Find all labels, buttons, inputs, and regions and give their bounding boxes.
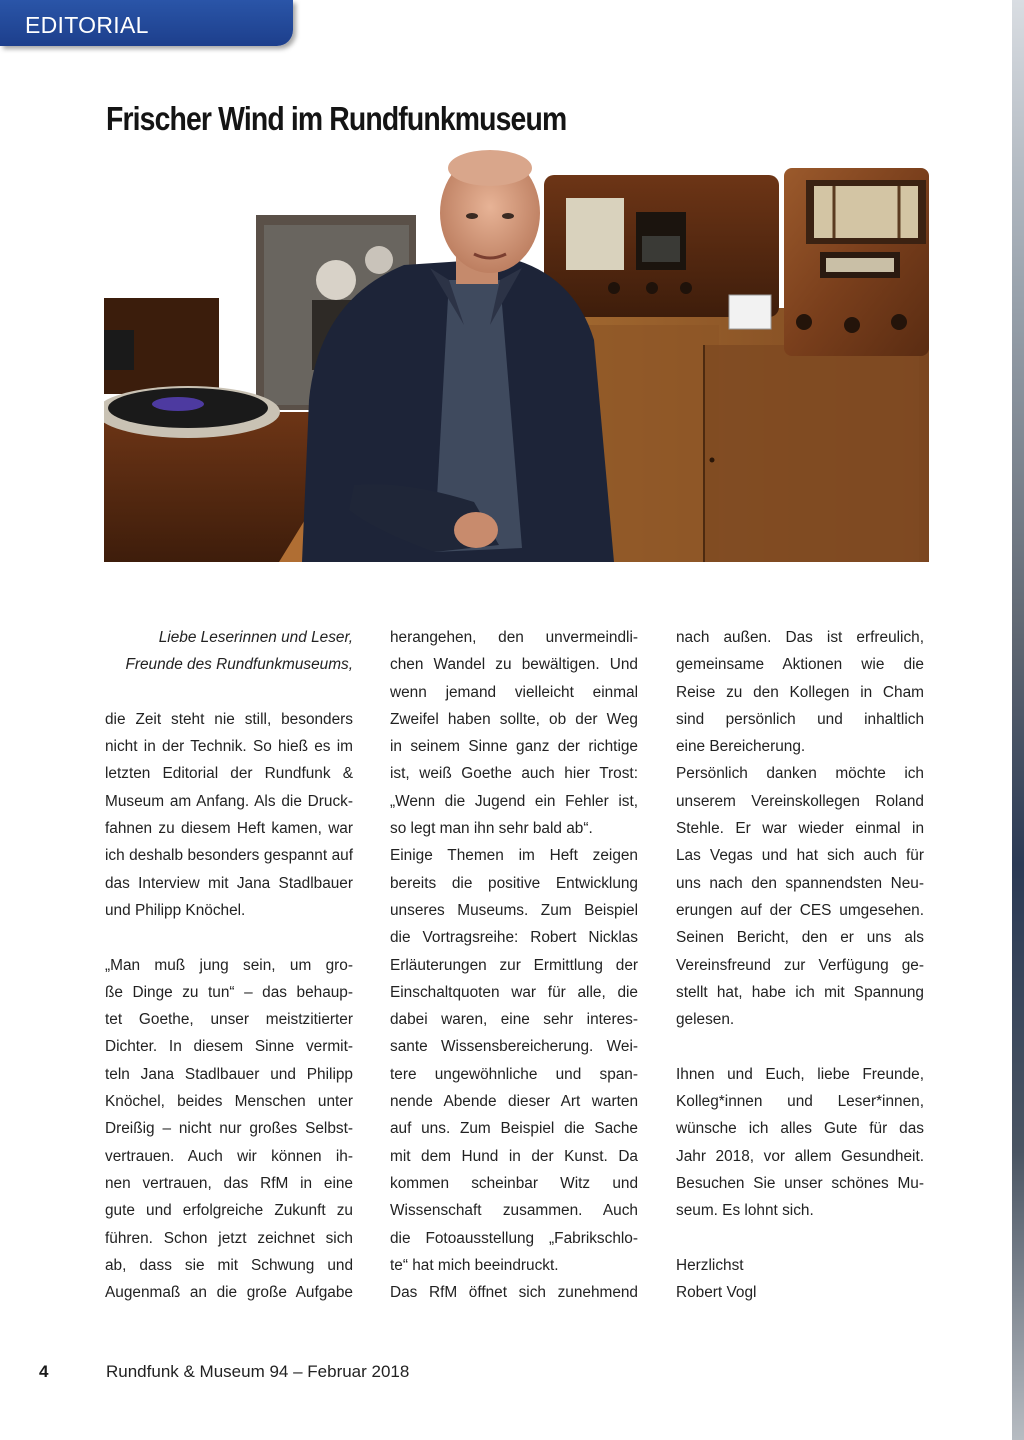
text-line: ab, dass sie mit Schwung und [105,1256,353,1274]
text-line: nen vertrauen, das RfM in eine [105,1174,353,1192]
paragraph [390,842,638,1279]
text-line: „Man muß jung sein, um gro- [105,956,353,974]
paragraph [390,1279,638,1306]
text-line: führen. Schon jetzt zeichnet sich [105,1229,353,1247]
text-line: Seinen Bericht, den er uns als [676,929,924,947]
text-line: letzten Editorial der Rundfunk & [105,765,353,783]
page-edge-strip [1012,0,1024,1440]
text-line: Zweifel haben sollte, ob der Weg [390,710,638,728]
text-line: herangehen, den unvermeindli- [390,629,638,646]
text-line: Persönlich danken möchte ich [676,765,924,783]
text-line: stellt hat, habe ich mit Spannung [676,983,924,1001]
section-tab [0,0,293,46]
text-line: kommen scheinbar Witz und [390,1174,638,1192]
radio-center [544,175,779,329]
text-line: eine Bereicherung. [676,738,806,756]
text-line: Dichter. In diesem Sinne vermit- [105,1038,353,1056]
salutation-line: Freunde des Rundfunkmuseums, [125,656,353,674]
text-line: Erläuterungen zur Ermittlung der [390,956,638,974]
text-line: seum. Es lohnt sich. [676,1202,814,1220]
text-line: und Philipp Knöchel. [105,901,246,919]
text-line: wenn jemand vielleicht einmal [390,683,638,701]
paragraph [676,1061,924,1225]
text-line: sind persönlich und inhaltlich [676,710,924,728]
text-line: unseres Museums. Zum Beispiel [390,901,638,919]
text-line: wünsche ich alles Gute für das [676,1120,924,1138]
column-2 [390,624,638,1306]
article-title: Frischer Wind im Rundfunkmuseum [106,100,567,137]
text-line: Las Vegas und hat sich auch für [676,847,924,865]
text-line: nach außen. Das ist erfreulich, [676,629,924,646]
text-line: Das RfM öffnet sich zunehmend [390,1284,638,1302]
article-photo [104,150,929,562]
paragraph [676,624,924,760]
section-label: EDITORIAL [25,12,149,38]
text-line: dabei waren, eine sehr interes- [390,1011,638,1029]
text-line: uns nach den spannendsten Neu- [676,874,924,892]
text-line: ist, weiß Goethe auch hier Trost: [390,765,638,783]
paragraph [105,952,353,1307]
text-line: mit dem Hund in der Kunst. Da [390,1147,638,1165]
text-line: te“ hat mich beeindruckt. [390,1256,559,1274]
text-line: nende Abende dieser Art warten [390,1093,638,1111]
paragraph [105,706,353,924]
signature: Robert Vogl [676,1284,757,1302]
text-line: bereits die positive Entwicklung [390,874,638,892]
text-line: unserem Vereinskollegen Roland [676,792,924,810]
text-line: Besuchen Sie unser schönes Mu- [676,1174,924,1192]
salutation-line: Liebe Leserinnen und Leser, [158,629,353,646]
text-line: gute und erfolgreiche Zukunft zu [105,1202,353,1220]
footer-publication: Rundfunk & Museum 94 – Februar 2018 [106,1362,410,1381]
radio-right [784,168,929,356]
text-line: Stehle. Er war wieder einmal in [676,820,924,838]
paragraph [390,624,638,842]
paragraph [676,760,924,1033]
text-line: ße Dinge zu tun“ – das behaup- [105,983,353,1001]
text-line: Dreißig – nicht nur großes Selbst- [105,1120,353,1138]
text-line: auf uns. Zum Beispiel die Sache [390,1120,638,1138]
text-line: nicht in der Technik. So hieß es im [105,738,353,756]
column-3 [676,624,924,1306]
page-number: 4 [39,1362,49,1381]
text-line: Reise zu den Kollegen in Cham [676,683,924,701]
text-line: die Fotoausstellung „Fabrikschlo- [390,1229,638,1247]
text-line: „Wenn die Jugend ein Fehler ist, [390,792,638,810]
text-line: in seinem Sinne ganz der richtige [390,738,638,756]
text-line: ich deshalb besonders gespannt auf [105,847,353,865]
text-line: gelesen. [676,1011,735,1029]
text-line: erungen auf der CES umgesehen. [676,901,924,919]
text-line: Vereinsfreund zur Verfügung ge- [676,956,924,974]
closing: Herzlichst [676,1256,744,1274]
text-line: Wissenschaft zusammen. Auch [390,1202,638,1220]
text-line: teln Jana Stadlbauer und Philipp [105,1065,353,1083]
text-line: gemeinsame Aktionen wie die [676,656,924,674]
text-line: Einschaltquoten war für alle, die [390,983,638,1001]
text-line: Knöchel, beides Menschen unter [105,1093,353,1111]
text-line: fahnen zu diesem Heft kamen, war [105,820,353,838]
text-line: vertrauen. Auch wir können ih- [105,1147,353,1165]
column-1 [105,624,353,1306]
text-line: Augenmaß an die große Aufgabe [105,1284,353,1302]
text-line: die Vortragsreihe: Robert Nicklas [390,929,638,947]
text-line: sante Wissensbereicherung. Wei- [390,1038,638,1056]
text-line: tet Goethe, unser meistzitierter [105,1011,353,1029]
text-line: Einige Themen im Heft zeigen [390,847,638,865]
text-line: die Zeit steht nie still, besonders [105,710,353,728]
text-line: das Interview mit Jana Stadlbauer [105,874,353,892]
text-line: chen Wandel zu bewältigen. Und [390,656,638,674]
text-line: so legt man ihn sehr bald ab“. [390,820,593,838]
text-line: Kolleg*innen und Leser*innen, [676,1093,924,1111]
text-line: tere ungewöhnliche und span- [390,1065,638,1083]
text-line: Jahr 2018, vor allem Gesundheit. [676,1147,924,1165]
text-line: Ihnen und Euch, liebe Freunde, [676,1065,924,1083]
text-line: Museum am Anfang. Als die Druck- [105,792,353,810]
salutation [105,624,353,679]
